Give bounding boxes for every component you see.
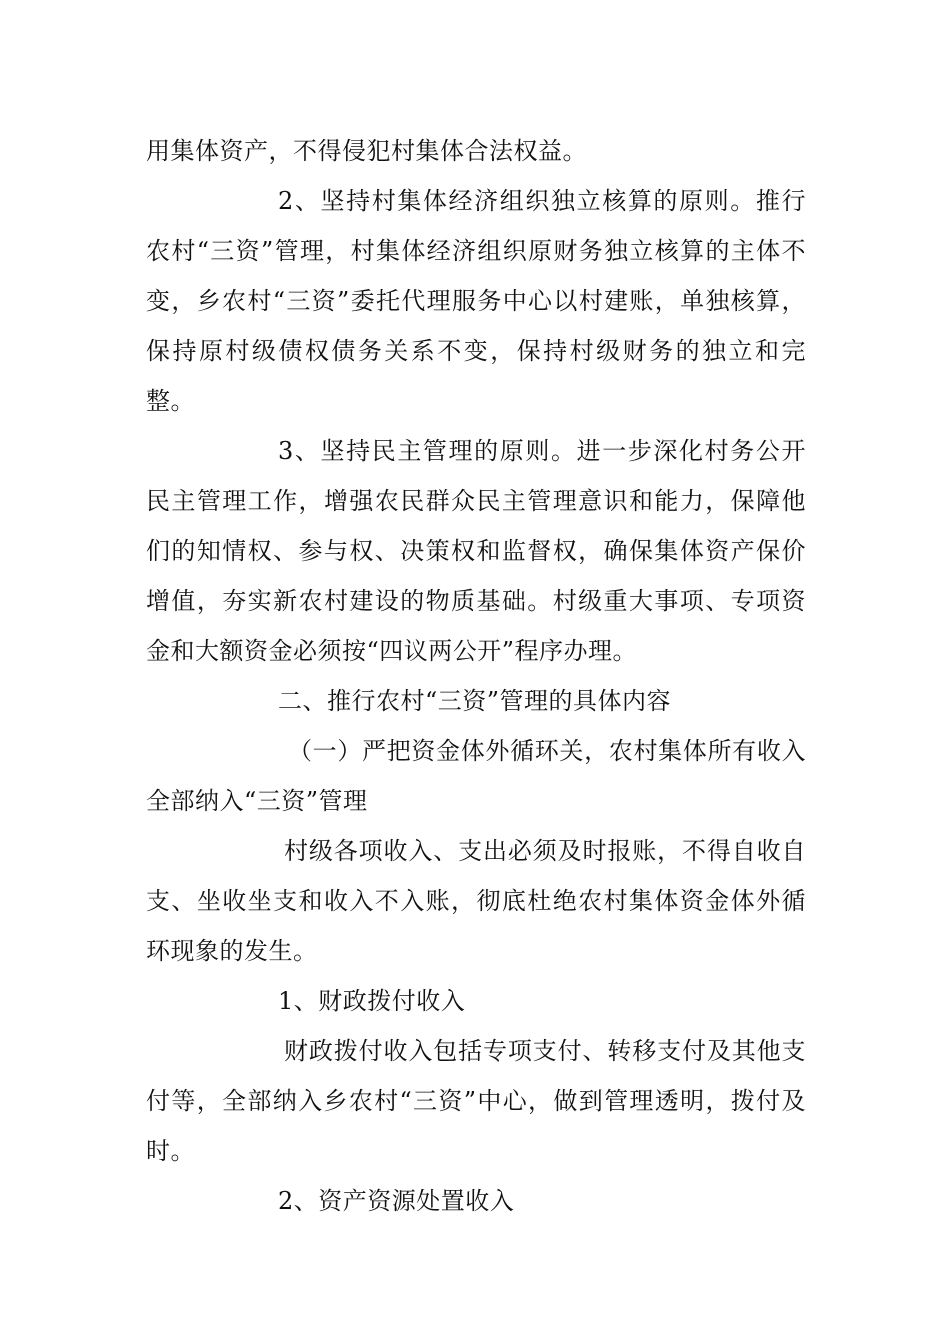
- subsection-heading-1: （一）严把资金体外循环关，农村集体所有收入全部纳入“三资”管理: [146, 737, 806, 815]
- paragraph-body-revenue: 村级各项收入、支出必须及时报账，不得自收自支、坐收坐支和收入不入账，彻底杜绝农村集体资金体外循环现象的发生。: [146, 837, 806, 965]
- document-page: [146, 126, 806, 1226]
- paragraph-principle-2: 2、坚持村集体经济组织独立核算的原则。推行农村“三资”管理，村集体经济组织原财务独立核算的主体不变，乡农村“三资”委托代理服务中心以村建账，单独核算，保持原村级债权债务关系不变，保持村级财务的独立和完整。: [146, 187, 806, 415]
- section-heading-2: 二、推行农村“三资”管理的具体内容: [278, 687, 672, 715]
- paragraph-continuation: 用集体资产，不得侵犯村集体合法权益。: [146, 137, 587, 165]
- paragraph-body-fiscal-income: 财政拨付收入包括专项支付、转移支付及其他支付等，全部纳入乡农村“三资”中心，做到管理透明，拨付及时。: [146, 1037, 806, 1165]
- item-heading-asset-income: 2、资产资源处置收入: [278, 1187, 515, 1215]
- item-heading-fiscal-income: 1、财政拨付收入: [278, 987, 466, 1015]
- paragraph-principle-3: 3、坚持民主管理的原则。进一步深化村务公开民主管理工作，增强农民群众民主管理意识和能力，保障他们的知情权、参与权、决策权和监督权，确保集体资产保价增值，夯实新农村建设的物质基础。村级重大事项、专项资金和大额资金必须按“四议两公开”程序办理。: [146, 437, 806, 665]
